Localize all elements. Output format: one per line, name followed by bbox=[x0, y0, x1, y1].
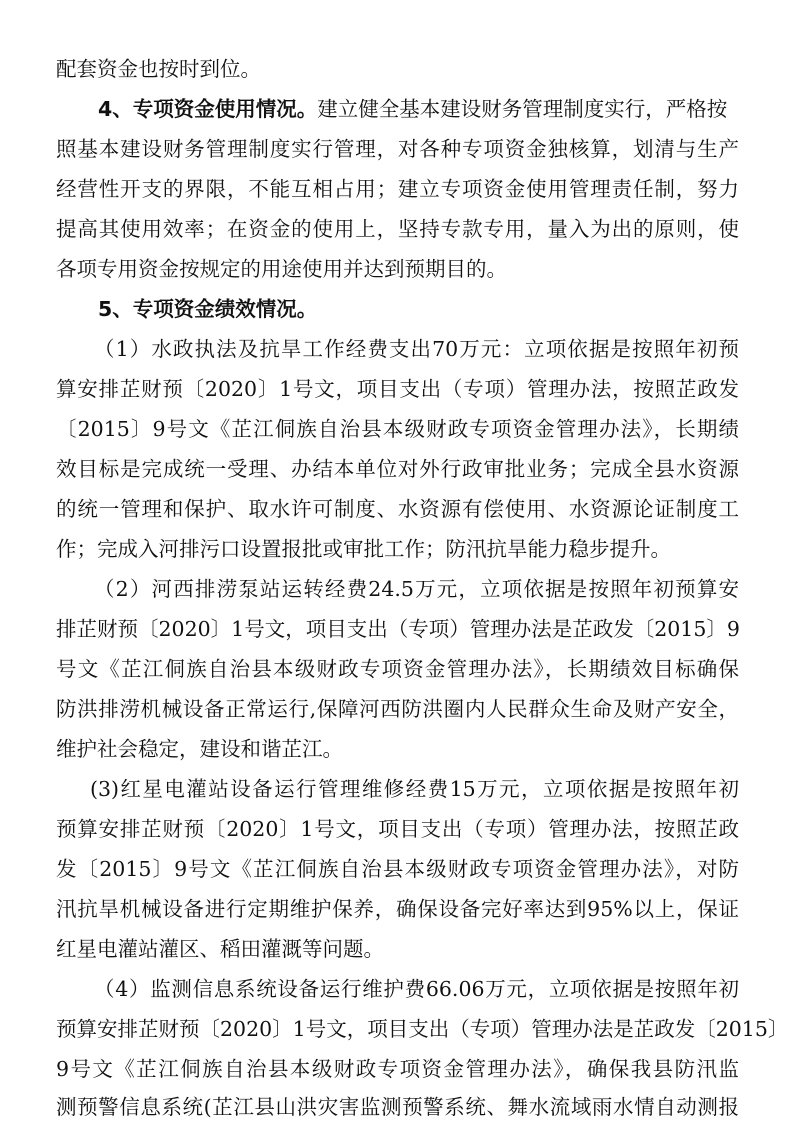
text-line: （1）水政执法及抗旱工作经费支出70万元：立项依据是按照年初预 bbox=[94, 337, 739, 361]
text-line: 提高其使用效率；在资金的使用上，坚持专款专用，量入为出的原则，使 bbox=[56, 217, 739, 241]
text-line: 维护社会稳定，建设和谐芷江。 bbox=[56, 737, 343, 761]
section-heading: 5、专项资金绩效情况。 bbox=[98, 297, 318, 321]
text-line: 照基本建设财务管理制度实行管理，对各种专项资金独核算，划清与生产 bbox=[56, 137, 739, 161]
text-line: 测预警信息系统(芷江县山洪灾害监测预警系统、舞水流域雨水情自动测报 bbox=[56, 1095, 739, 1119]
text-line: 汛抗旱机械设备进行定期维护保养，确保设备完好率达到95%以上，保证 bbox=[56, 897, 739, 921]
text-line: 号文《芷江侗族自治县本级财政专项资金管理办法》，长期绩效目标确保 bbox=[56, 657, 739, 681]
text-line: 经营性开支的界限，不能互相占用；建立专项资金使用管理责任制，努力 bbox=[56, 177, 739, 201]
text-line: 排芷财预〔2020〕1号文，项目支出（专项）管理办法是芷政发〔2015〕9 bbox=[56, 617, 740, 641]
text-line: 发〔2015〕9号文《芷江侗族自治县本级财政专项资金管理办法》，对防 bbox=[56, 857, 739, 881]
text-line: 9号文《芷江侗族自治县本级财政专项资金管理办法》，确保我县防汛监 bbox=[56, 1057, 739, 1081]
text-line: 的统一管理和保护、取水许可制度、水资源有偿使用、水资源论证制度工 bbox=[56, 497, 739, 521]
text-line: （4）监测信息系统设备运行维护费66.06万元，立项依据是按照年初 bbox=[94, 977, 739, 1001]
text-line: 效目标是完成统一受理、办结本单位对外行政审批业务；完成全县水资源 bbox=[56, 457, 739, 481]
text-line bbox=[98, 96, 739, 122]
text-line: 算安排芷财预〔2020〕1号文，项目支出（专项）管理办法，按照芷政发 bbox=[56, 377, 739, 401]
text-line: 各项专用资金按规定的用途使用并达到预期目的。 bbox=[56, 257, 507, 281]
text-line: (3)红星电灌站设备运行管理维修经费15万元，立项依据是按照年初 bbox=[90, 777, 739, 801]
text-line: 预算安排芷财预〔2020〕1号文，项目支出（专项）管理办法是芷政发〔2015〕 bbox=[56, 1017, 789, 1041]
text-line: 预算安排芷财预〔2020〕1号文，项目支出（专项）管理办法，按照芷政 bbox=[56, 817, 739, 841]
text-line: 红星电灌站灌区、稻田灌溉等问题。 bbox=[56, 937, 384, 961]
section-heading: 4、专项资金使用情况。 bbox=[98, 97, 318, 121]
text-line: 作；完成入河排污口设置报批或审批工作；防汛抗旱能力稳步提升。 bbox=[56, 537, 671, 561]
text-line: 〔2015〕9号文《芷江侗族自治县本级财政专项资金管理办法》，长期绩 bbox=[56, 417, 739, 441]
text-run: 建立健全基本建设财务管理制度实行，严格按 bbox=[317, 97, 728, 121]
text-line: 配套资金也按时到位。 bbox=[56, 57, 261, 81]
text-line: 防洪排涝机械设备正常运行,保障河西防洪圈内人民群众生命及财产安全， bbox=[56, 697, 739, 721]
text-line: （2）河西排涝泵站运转经费24.5万元，立项依据是按照年初预算安 bbox=[94, 577, 739, 601]
